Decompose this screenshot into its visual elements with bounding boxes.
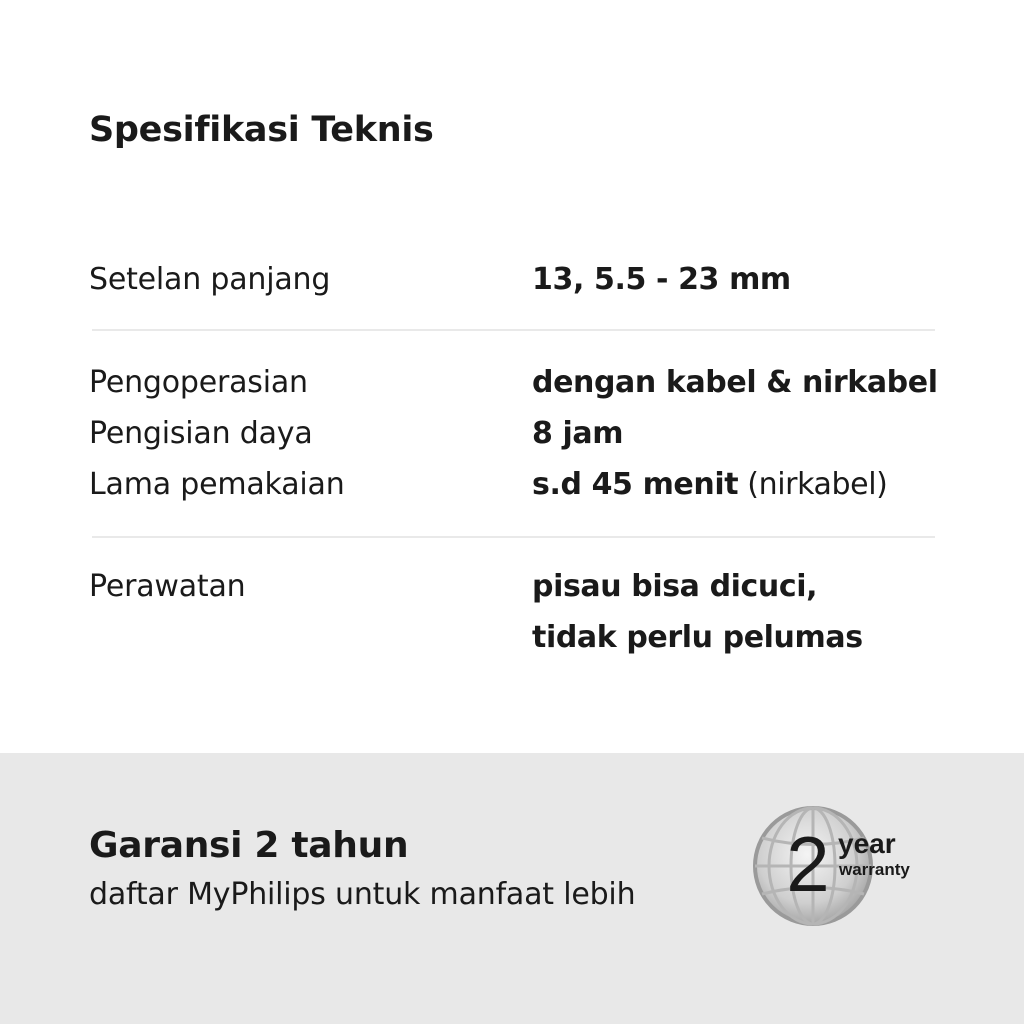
spec-row xyxy=(89,408,949,459)
spec-label: Lama pemakaian xyxy=(89,467,345,502)
badge-subword: warranty xyxy=(839,860,910,879)
spec-label: Setelan panjang xyxy=(89,262,331,297)
spec-row xyxy=(89,357,949,408)
spec-label: Pengoperasian xyxy=(89,365,308,400)
warranty-badge xyxy=(750,803,950,933)
warranty-subtitle: daftar MyPhilips untuk manfaat lebih xyxy=(89,877,636,912)
spec-group-care xyxy=(89,561,949,663)
spec-value-text: tidak perlu pelumas xyxy=(532,620,863,655)
spec-row xyxy=(89,254,949,305)
spec-value-text: pisau bisa dicuci, xyxy=(532,569,818,604)
spec-group-length xyxy=(89,254,949,305)
spec-value-text: 13, 5.5 - 23 mm xyxy=(532,262,791,297)
globe-icon xyxy=(750,803,950,933)
spec-value xyxy=(532,416,623,451)
spec-value-text: 8 jam xyxy=(532,416,624,451)
spec-value xyxy=(532,467,887,502)
badge-word: year xyxy=(838,828,896,859)
spec-value xyxy=(532,620,863,655)
spec-label: Perawatan xyxy=(89,569,246,604)
spec-row xyxy=(89,612,949,663)
spec-label: Pengisian daya xyxy=(89,416,313,451)
divider xyxy=(92,536,935,538)
spec-group-power xyxy=(89,357,949,510)
badge-number: 2 xyxy=(786,820,830,908)
spec-value-text: s.d 45 menit xyxy=(532,467,739,502)
spec-row xyxy=(89,561,949,612)
warranty-title: Garansi 2 tahun xyxy=(89,825,409,866)
spec-note: (nirkabel) xyxy=(738,467,888,502)
spec-row xyxy=(89,459,949,510)
divider xyxy=(92,329,935,331)
spec-value xyxy=(532,365,938,400)
spec-value xyxy=(532,569,817,604)
warranty-footer xyxy=(0,753,1024,1024)
spec-value-text: dengan kabel & nirkabel xyxy=(532,365,938,400)
page-title: Spesifikasi Teknis xyxy=(89,110,434,150)
spec-value xyxy=(532,262,791,297)
